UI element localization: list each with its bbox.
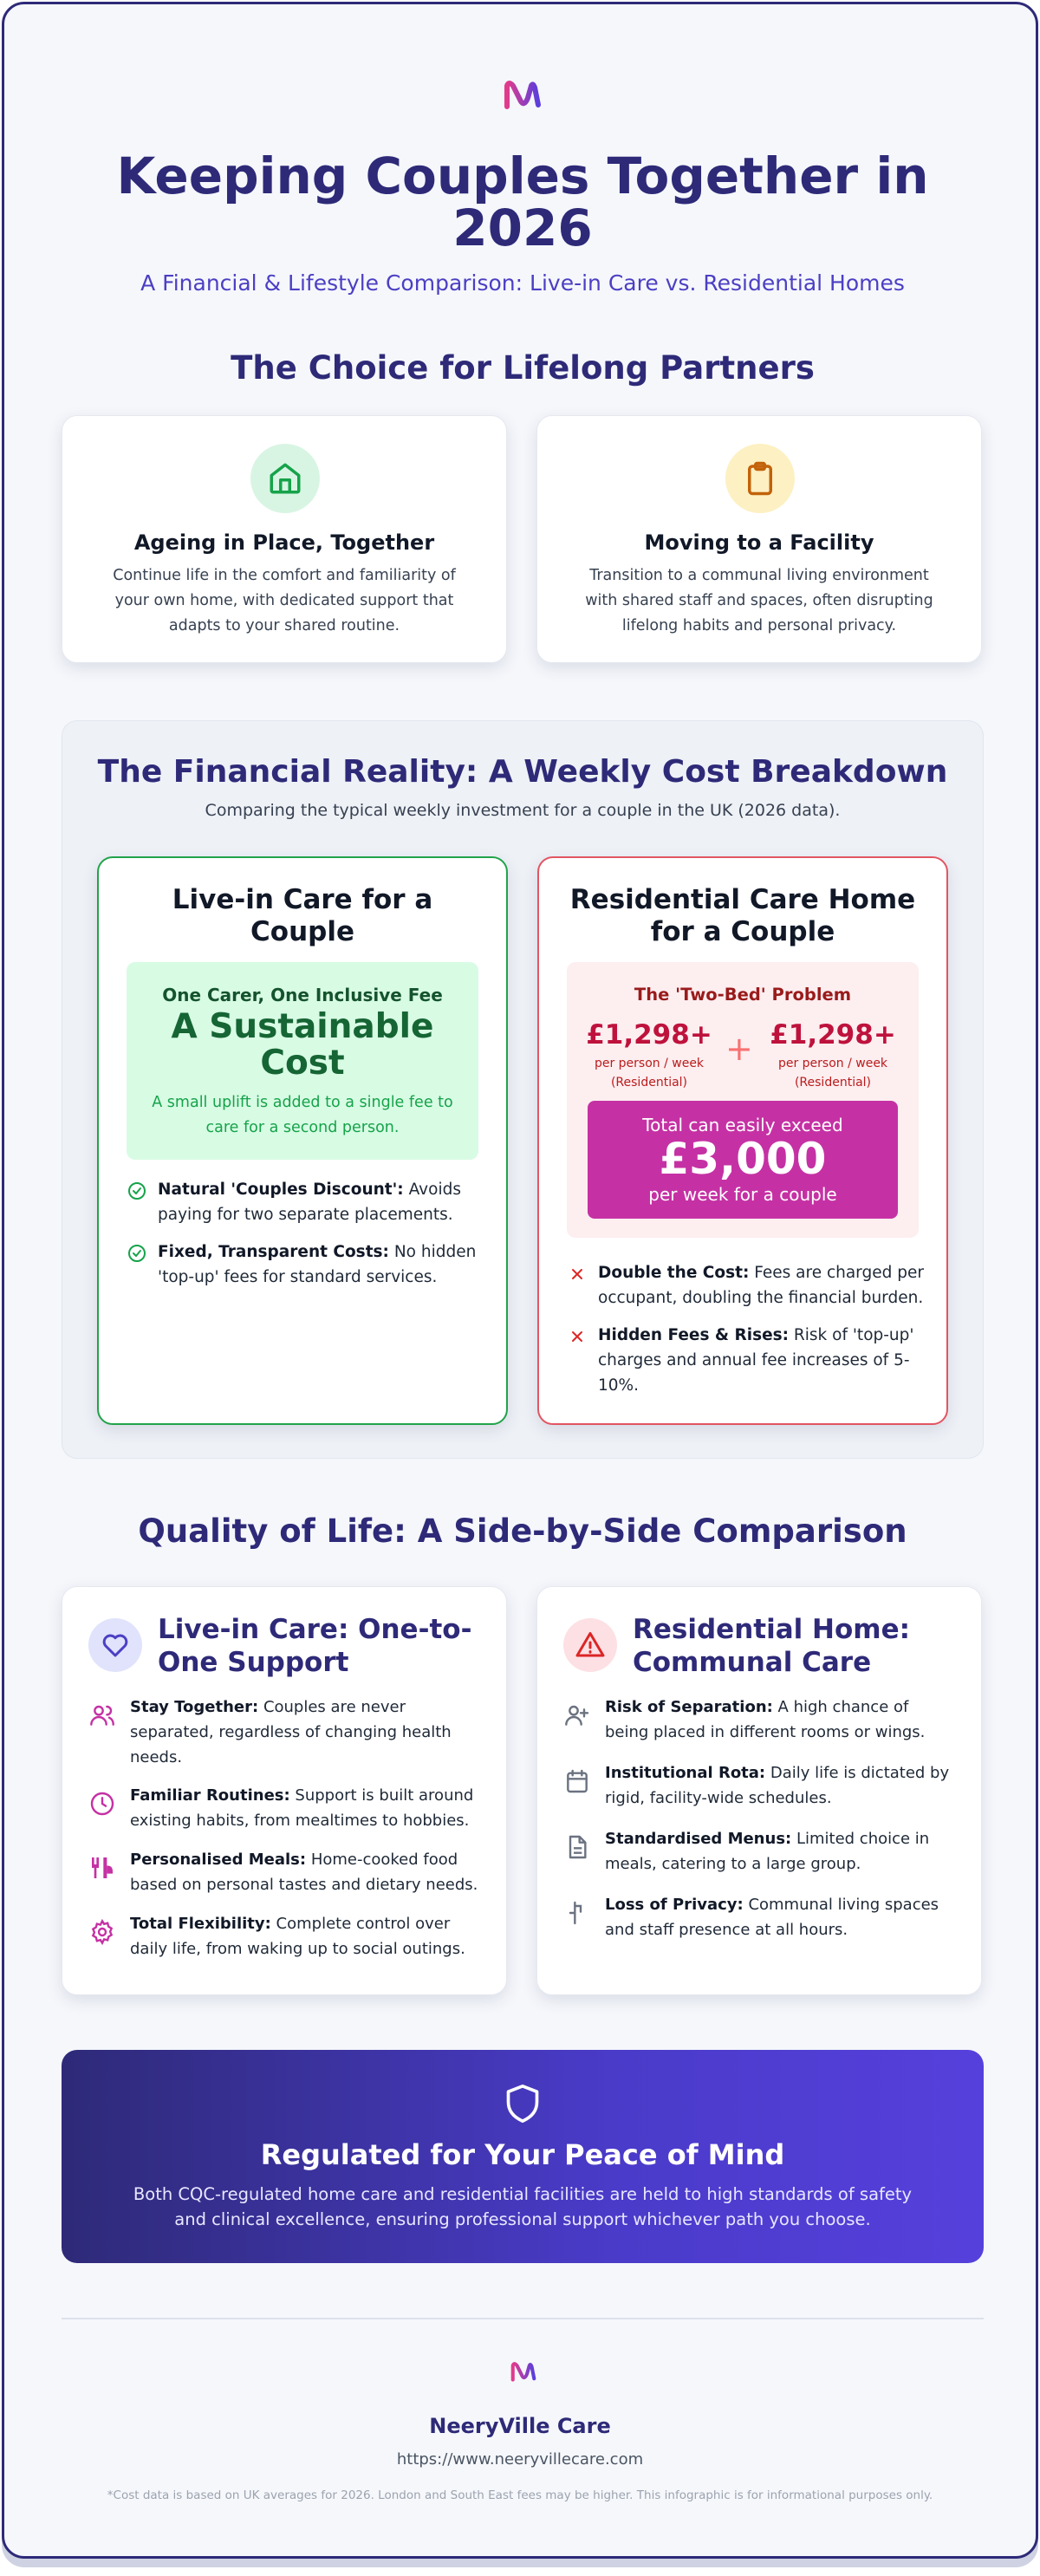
quality-item <box>563 1695 955 1745</box>
live-in-cost-title: Live-in Care for a Couple <box>172 884 433 947</box>
heart-icon <box>88 1618 142 1672</box>
total-cost-box <box>588 1101 898 1219</box>
bullet-bold: Double the Cost: <box>598 1264 750 1282</box>
residential-bullet <box>567 1323 924 1398</box>
infographic-frame <box>2 2 1038 2559</box>
quality-item <box>88 1847 480 1897</box>
footer-divider <box>62 2318 984 2319</box>
fee-note: A small uplift is added to a single fee to care for a second person. <box>152 1094 453 1136</box>
bullet-text: Fees are charged per occupant, doubling the financial burden. <box>598 1264 924 1307</box>
door-icon <box>563 1899 591 1927</box>
quality-item <box>563 1826 955 1877</box>
item-text: Home-cooked food based on personal tastes and dietary needs. <box>130 1851 478 1894</box>
item-bold: Standardised Menus: <box>605 1830 792 1848</box>
item-text: Limited choice in meals, catering to a large group. <box>605 1830 930 1873</box>
price-value: £1,298+ <box>770 1019 896 1051</box>
two-bed-label: The 'Two-Bed' Problem <box>634 985 852 1005</box>
quality-card-title: Live-in Care: One-to-One Support <box>158 1614 472 1678</box>
residential-cost-card <box>537 856 948 1425</box>
price-value: £1,298+ <box>586 1019 712 1051</box>
price-type: (Residential) <box>794 1076 872 1090</box>
financial-heading: The Financial Reality: A Weekly Cost Breakdown <box>97 754 948 790</box>
shield-icon <box>504 2083 542 2124</box>
quality-item <box>88 1911 480 1961</box>
fee-label: One Carer, One Inclusive Fee <box>162 985 443 1005</box>
item-text: Complete control over daily life, from waking up to social outings. <box>130 1915 465 1958</box>
choice-text: Continue life in the comfort and familiarity of your own home, with dedicated support that adapts to your shared routine. <box>113 567 456 634</box>
bullet-text: Avoids paying for two separate placements. <box>158 1181 461 1224</box>
neeryville-logo-icon <box>510 2360 536 2383</box>
bullet-bold: Natural 'Couples Discount': <box>158 1181 404 1199</box>
residential-quality-card <box>536 1586 982 1995</box>
quality-item <box>88 1783 480 1833</box>
gear-icon <box>88 1918 116 1946</box>
fee-headline: A Sustainable Cost <box>171 1007 434 1083</box>
choice-title: Moving to a Facility <box>644 530 874 555</box>
item-text: Daily life is dictated by rigid, facility-wide schedules. <box>605 1764 950 1807</box>
clipboard-icon <box>725 444 795 513</box>
choice-heading: The Choice for Lifelong Partners <box>231 349 815 387</box>
page-title: Keeping Couples Together in 2026 <box>116 146 929 257</box>
item-text: Support is built around existing habits, from mealtimes to hobbies. <box>130 1786 474 1830</box>
neeryville-logo-icon <box>504 79 542 110</box>
item-bold: Risk of Separation: <box>605 1698 773 1716</box>
total-suffix: per week for a couple <box>648 1184 837 1205</box>
disclaimer: *Cost data is based on UK averages for 2026. London and South East fees may be higher. This infographic is for informational purposes only. <box>107 2488 933 2502</box>
quality-heading: Quality of Life: A Side-by-Side Comparison <box>138 1512 907 1550</box>
home-icon <box>250 444 320 513</box>
residential-bullet <box>567 1260 924 1311</box>
choice-card-home <box>62 415 507 663</box>
plus-sign: + <box>725 1030 753 1068</box>
live-in-bullet <box>127 1177 484 1227</box>
bullet-bold: Hidden Fees & Rises: <box>598 1326 790 1344</box>
price-type: (Residential) <box>610 1076 688 1090</box>
document-icon <box>563 1833 591 1861</box>
banner-title: Regulated for Your Peace of Mind <box>260 2138 785 2171</box>
live-in-bullet <box>127 1239 484 1290</box>
financial-subheading: Comparing the typical weekly investment for a couple in the UK (2026 data). <box>205 801 841 820</box>
bullet-bold: Fixed, Transparent Costs: <box>158 1243 389 1261</box>
item-text: Couples are never separated, regardless of changing health needs. <box>130 1698 452 1766</box>
live-in-quality-card <box>62 1586 507 1995</box>
item-text: Communal living spaces and staff presence at all hours. <box>605 1896 939 1939</box>
quality-item <box>563 1760 955 1811</box>
sustainable-cost-box <box>127 962 478 1160</box>
utensils-icon <box>88 1854 116 1882</box>
quality-item <box>88 1695 480 1770</box>
x-icon <box>567 1264 588 1285</box>
financial-panel <box>62 720 984 1459</box>
bullet-text: No hidden 'top-up' fees for standard services. <box>158 1243 477 1286</box>
website-link[interactable]: https://www.neeryvillecare.com <box>396 2450 644 2469</box>
choice-card-facility <box>536 415 982 663</box>
price-unit: per person / week <box>594 1057 705 1070</box>
calendar-icon <box>563 1767 591 1795</box>
regulation-banner <box>62 2050 984 2263</box>
quality-item <box>563 1892 955 1942</box>
banner-text: Both CQC-regulated home care and residential facilities are held to high standards of safety and clinical excellence, ensuring professional support whichever path you choose. <box>133 2184 913 2229</box>
choice-title: Ageing in Place, Together <box>133 530 435 555</box>
item-bold: Familiar Routines: <box>130 1786 290 1805</box>
price-per-person <box>768 1019 898 1092</box>
total-label: Total can easily exceed <box>642 1115 843 1135</box>
live-in-cost-card <box>97 856 508 1425</box>
quality-card-title: Residential Home: Communal Care <box>633 1614 911 1678</box>
page-subtitle: A Financial & Lifestyle Comparison: Live-in Care vs. Residential Homes <box>140 270 905 296</box>
item-bold: Stay Together: <box>130 1698 259 1716</box>
brand-name: NeeryVille Care <box>429 2414 611 2438</box>
item-bold: Total Flexibility: <box>130 1915 271 1933</box>
item-bold: Loss of Privacy: <box>605 1896 744 1914</box>
price-per-person <box>584 1019 714 1092</box>
total-value: £3,000 <box>659 1134 827 1184</box>
x-icon <box>567 1326 588 1347</box>
user-separate-icon <box>563 1701 591 1729</box>
users-icon <box>88 1701 116 1729</box>
item-text: A high chance of being placed in different rooms or wings. <box>605 1698 926 1741</box>
warning-icon <box>563 1618 617 1672</box>
price-unit: per person / week <box>777 1057 888 1070</box>
check-circle-icon <box>127 1181 147 1201</box>
residential-cost-title: Residential Care Home for a Couple <box>569 884 916 947</box>
item-bold: Institutional Rota: <box>605 1764 766 1782</box>
bullet-text: Risk of 'top-up' charges and annual fee increases of 5-10%. <box>598 1326 914 1395</box>
clock-icon <box>88 1790 116 1818</box>
item-bold: Personalised Meals: <box>130 1851 307 1869</box>
two-bed-problem-box <box>567 962 919 1238</box>
choice-text: Transition to a communal living environment with shared staff and spaces, often disrupting lifelong habits and personal privacy. <box>585 567 933 634</box>
check-circle-icon <box>127 1243 147 1264</box>
